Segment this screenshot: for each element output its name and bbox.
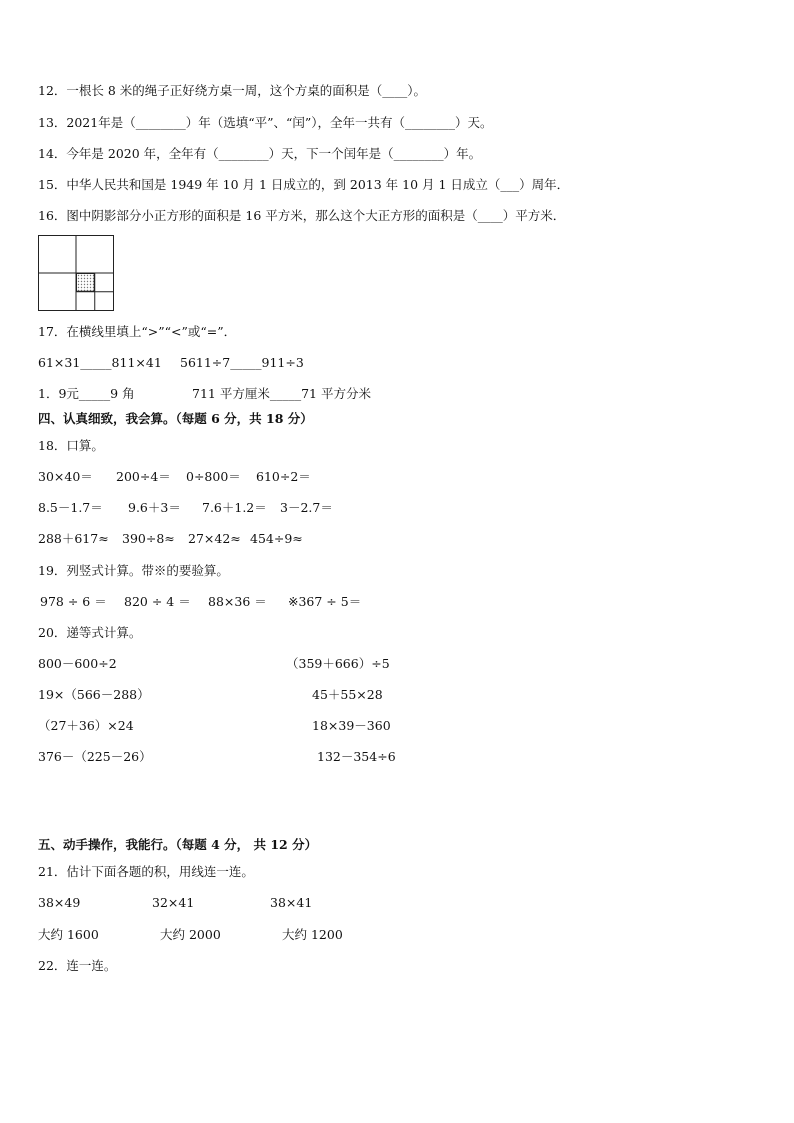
square-figure	[38, 235, 114, 311]
q21-answer: 大约 1200	[282, 927, 343, 942]
q20-item: 19×（566－288）	[38, 687, 150, 702]
question-22: 22．连一连。	[38, 958, 117, 973]
q18-item: 3－2.7＝	[280, 500, 333, 515]
q18-item: 610÷2＝	[256, 469, 311, 484]
q19-item: 978 ÷ 6 ＝	[40, 594, 107, 609]
q19-item: 88×36 ＝	[208, 594, 267, 609]
q20-item: 45＋55×28	[312, 687, 383, 702]
q20-item: （27＋36）×24	[38, 718, 134, 733]
question-18: 18．口算。	[38, 438, 104, 453]
q17-item: 5611÷7_____911÷3	[180, 355, 304, 370]
q17-item: 1．9元_____9 角	[38, 386, 135, 401]
q20-item: （359＋666）÷5	[286, 656, 390, 671]
q19-item: 820 ÷ 4 ＝	[124, 594, 191, 609]
q21-product: 38×49	[38, 895, 81, 910]
q20-item: 376－（225－26）	[38, 749, 152, 764]
q18-item: 8.5－1.7＝	[38, 500, 103, 515]
question-16: 16．图中阴影部分小正方形的面积是 16 平方米，那么这个大正方形的面积是（____）平方米．	[38, 208, 566, 223]
question-12: 12．一根长 8 米的绳子正好绕方桌一周，这个方桌的面积是（____）。	[38, 83, 427, 98]
q18-item: 390÷8≈	[122, 531, 175, 546]
question-19: 19．列竖式计算。带※的要验算。	[38, 563, 229, 578]
q17-item: 711 平方厘米_____71 平方分米	[192, 386, 371, 401]
q18-item: 0÷800＝	[186, 469, 241, 484]
q18-item: 30×40＝	[38, 469, 93, 484]
q18-item: 7.6＋1.2＝	[202, 500, 267, 515]
question-13: 13．2021年是（________）年（选填“平”、“闰”），全年一共有（________）天。	[38, 115, 493, 130]
q21-answer: 大约 2000	[160, 927, 221, 942]
q20-item: 800－600÷2	[38, 656, 117, 671]
question-17: 17．在横线里填上“>”“<”或“=”．	[38, 324, 237, 339]
q18-item: 288＋617≈	[38, 531, 109, 546]
q18-item: 9.6＋3＝	[128, 500, 181, 515]
q19-item: ※367 ÷ 5＝	[288, 594, 362, 609]
section-4-heading: 四、认真细致，我会算。（每题 6 分，共 18 分）	[38, 411, 313, 426]
question-14: 14．今年是 2020 年，全年有（________）天，下一个闰年是（________）年。	[38, 146, 482, 161]
q18-item: 454÷9≈	[250, 531, 303, 546]
q21-product: 38×41	[270, 895, 313, 910]
q21-answer: 大约 1600	[38, 927, 99, 942]
question-15: 15．中华人民共和国是 1949 年 10 月 1 日成立的，到 2013 年 10 月 1 日成立（___）周年．	[38, 177, 570, 192]
q20-item: 132－354÷6	[317, 749, 396, 764]
q20-item: 18×39－360	[312, 718, 391, 733]
question-21: 21．估计下面各题的积，用线连一连。	[38, 864, 254, 879]
question-20: 20．递等式计算。	[38, 625, 142, 640]
q18-item: 200÷4＝	[116, 469, 171, 484]
q17-item: 61×31_____811×41	[38, 355, 162, 370]
section-5-heading: 五、动手操作，我能行。（每题 4 分， 共 12 分）	[38, 837, 318, 852]
shaded-small-square	[77, 274, 95, 292]
q21-product: 32×41	[152, 895, 195, 910]
q18-item: 27×42≈	[188, 531, 241, 546]
